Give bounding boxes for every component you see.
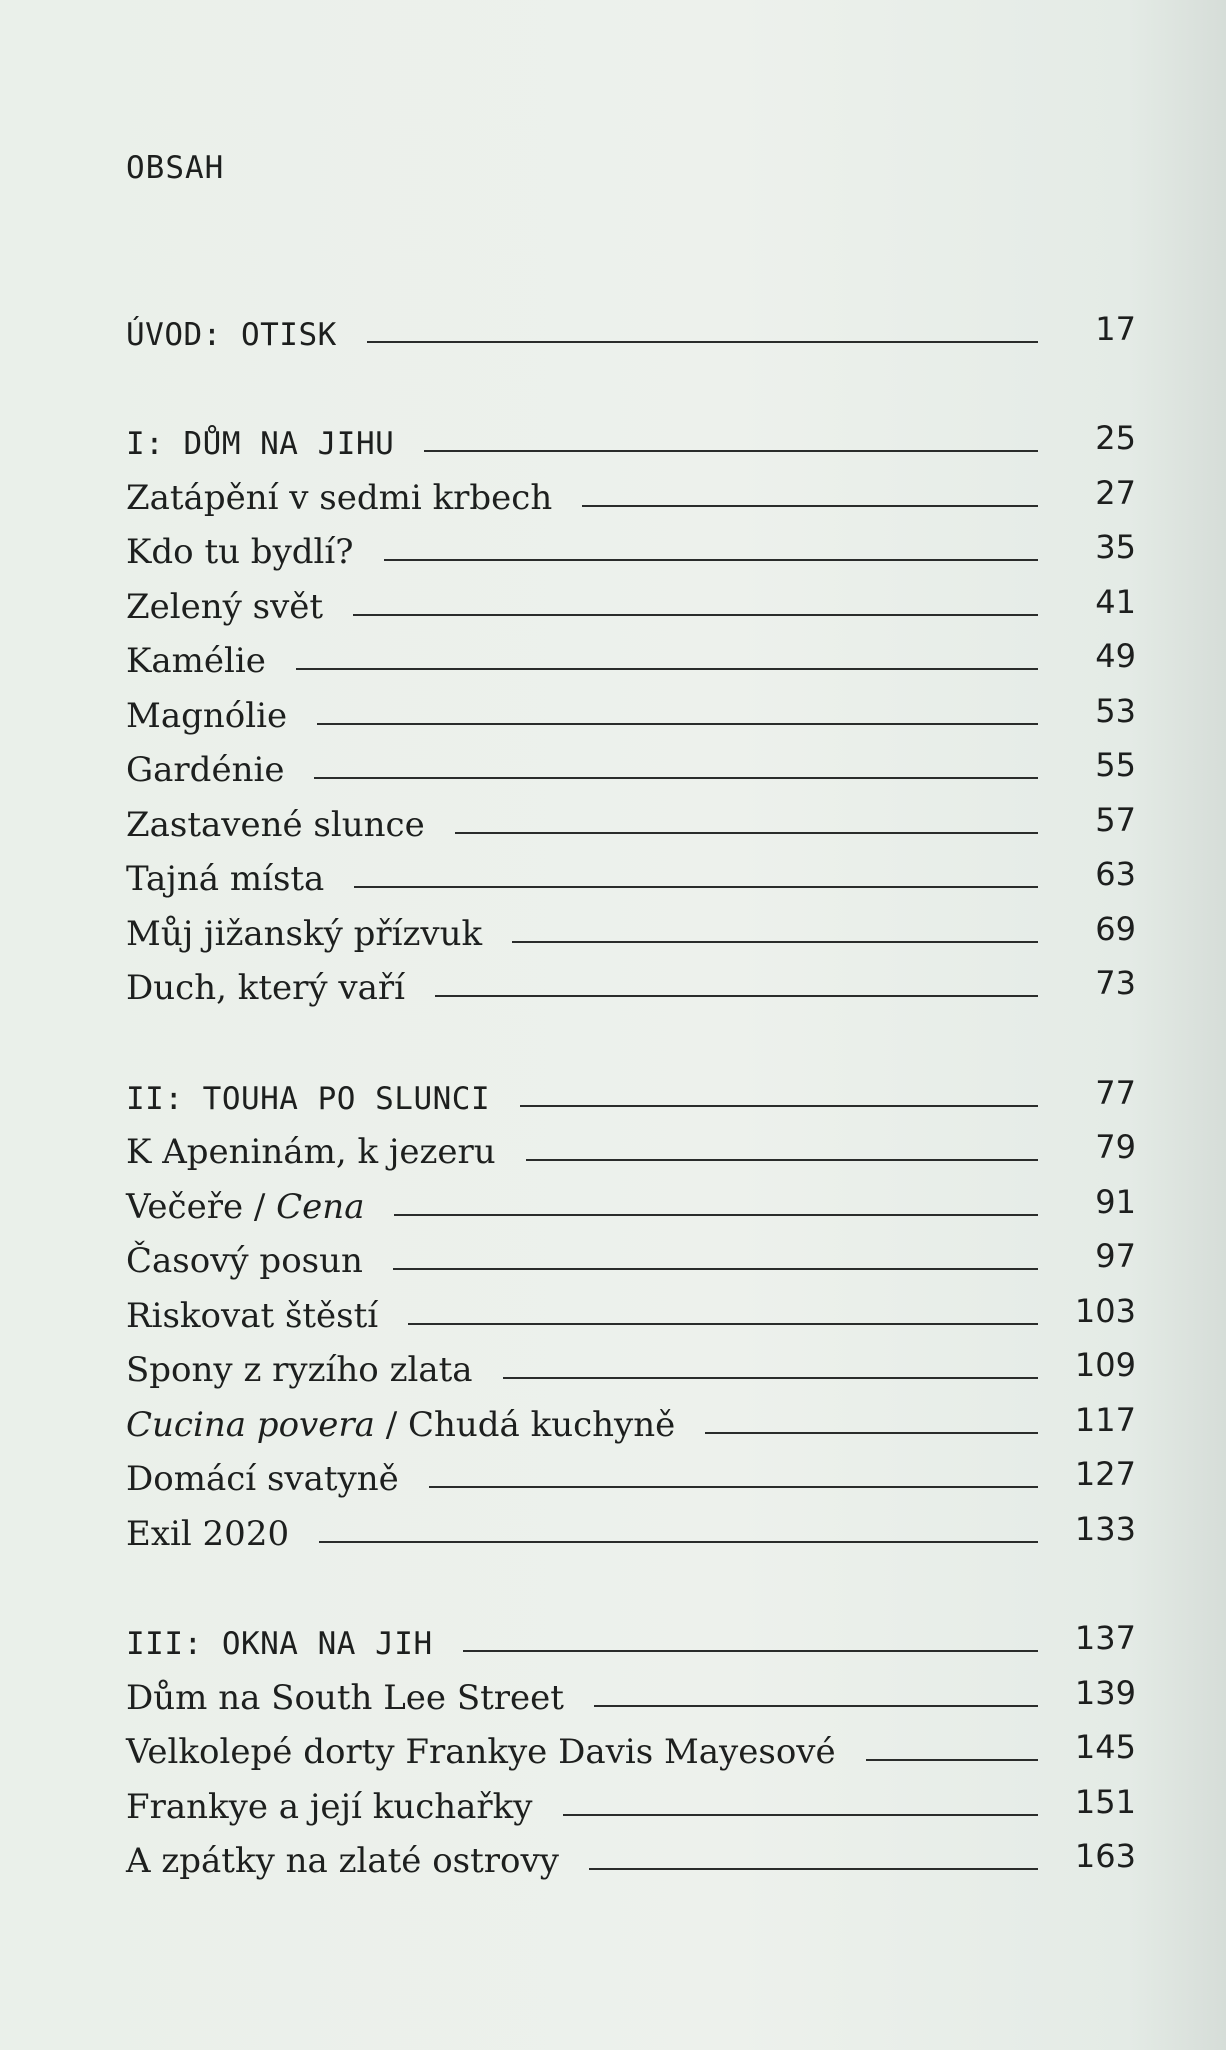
entry-title	[126, 1080, 491, 1117]
leader-line	[354, 886, 1038, 888]
entry-title	[126, 1786, 533, 1827]
entry-title-text: I: DŮM NA JIHU	[126, 426, 395, 462]
toc-entry	[126, 789, 1136, 844]
toc-entry	[126, 571, 1136, 626]
entry-title	[126, 1513, 290, 1554]
toc-part-entry	[126, 408, 1136, 463]
entry-title	[126, 1241, 363, 1281]
entry-title-text: Zastavené slunce	[126, 804, 425, 845]
entry-title	[126, 532, 354, 572]
entry-title-italic: Cucina povera	[126, 1404, 375, 1445]
leader-line	[408, 1323, 1038, 1325]
toc-entry	[126, 462, 1136, 517]
leader-line	[463, 1650, 1038, 1652]
entry-title-text: Magnólie	[126, 695, 288, 736]
page-number: 55	[1095, 746, 1136, 784]
entry-title-text: Tajná místa	[126, 859, 325, 899]
entry-title-text: Kamélie	[126, 641, 266, 681]
entry-title-text: III: OKNA NA JIH	[126, 1626, 433, 1662]
entry-title	[126, 1732, 836, 1772]
page-number: 97	[1095, 1237, 1136, 1275]
entry-title	[126, 1459, 399, 1499]
entry-title-text: Zatápění v sedmi krbech	[126, 477, 553, 518]
entry-title	[126, 1841, 559, 1881]
table-of-contents	[126, 298, 1136, 1880]
leader-line	[394, 1214, 1038, 1216]
entry-title	[126, 1132, 496, 1172]
page-number: 139	[1074, 1673, 1136, 1712]
entry-title	[126, 1186, 365, 1227]
page-number: 17	[1095, 309, 1136, 348]
leader-line	[393, 1268, 1038, 1270]
leader-line	[367, 341, 1038, 343]
entry-title-text: Spony z ryzího zlata	[126, 1350, 473, 1390]
page-number: 91	[1095, 1182, 1136, 1221]
entry-title-text: Gardénie	[126, 750, 285, 790]
toc-entry	[126, 626, 1136, 681]
entry-title	[126, 586, 324, 627]
entry-title-text: Dům na South Lee Street	[126, 1677, 564, 1718]
entry-title-text: Riskovat štěstí	[126, 1295, 379, 1336]
page-number: 25	[1095, 419, 1136, 457]
leader-line	[563, 1814, 1039, 1816]
toc-part-entry	[126, 1062, 1136, 1117]
page-number: 57	[1095, 800, 1136, 839]
entry-title-text: A zpátky na zlaté ostrovy	[126, 1841, 559, 1881]
page-number: 27	[1095, 473, 1136, 512]
toc-entry	[126, 898, 1136, 953]
entry-title-text: / Chudá kuchyně	[374, 1404, 676, 1445]
toc-entry	[126, 1226, 1136, 1281]
toc-entry	[126, 1826, 1136, 1881]
entry-title	[126, 750, 285, 790]
toc-entry	[126, 1771, 1136, 1826]
leader-line	[866, 1759, 1038, 1761]
page-number: 79	[1095, 1128, 1136, 1166]
leader-line	[582, 505, 1038, 507]
toc-entry	[126, 1280, 1136, 1335]
entry-title	[126, 426, 395, 462]
entry-title	[126, 316, 337, 353]
entry-title-text: Večeře /	[126, 1186, 277, 1227]
entry-title	[126, 1350, 473, 1390]
entry-title	[126, 641, 266, 681]
toc-section	[126, 1608, 1136, 1881]
leader-line	[594, 1705, 1038, 1707]
entry-title	[126, 913, 483, 954]
entry-title	[126, 477, 553, 518]
entry-title	[126, 695, 288, 736]
page-number: 109	[1074, 1346, 1136, 1384]
toc-entry	[126, 517, 1136, 572]
leader-line	[589, 1868, 1038, 1870]
entry-title-text: Kdo tu bydlí?	[126, 532, 354, 572]
leader-line	[503, 1377, 1038, 1379]
entry-title-text: Velkolepé dorty Frankye Davis Mayesové	[126, 1732, 836, 1772]
toc-entry	[126, 1444, 1136, 1499]
entry-title-text: Časový posun	[126, 1241, 363, 1281]
entry-title	[126, 1677, 564, 1718]
entry-title	[126, 1295, 379, 1336]
page-number: 117	[1074, 1400, 1136, 1439]
page-number: 151	[1074, 1782, 1136, 1821]
entry-title-text: Exil 2020	[126, 1513, 290, 1554]
toc-entry	[126, 735, 1136, 790]
entry-title-text: Duch, který vaří	[126, 968, 405, 1008]
page-number: 145	[1074, 1728, 1136, 1766]
leader-line	[296, 668, 1038, 670]
toc-entry	[126, 1335, 1136, 1390]
toc-entry	[126, 1498, 1136, 1553]
entry-title-italic: Cena	[276, 1186, 365, 1227]
leader-line	[314, 777, 1038, 779]
toc-section	[126, 298, 1136, 353]
leader-line	[317, 723, 1038, 725]
leader-line	[435, 995, 1038, 997]
page-number: 103	[1074, 1291, 1136, 1330]
toc-entry	[126, 1171, 1136, 1226]
page-number: 127	[1074, 1455, 1136, 1493]
toc-section	[126, 1062, 1136, 1553]
entry-title	[126, 804, 425, 845]
page-number: 133	[1074, 1509, 1136, 1548]
toc-section	[126, 408, 1136, 1008]
leader-line	[455, 832, 1038, 834]
entry-title	[126, 859, 325, 899]
entry-title	[126, 1626, 433, 1662]
toc-entry	[126, 680, 1136, 735]
leader-line	[353, 614, 1038, 616]
leader-line	[705, 1432, 1038, 1434]
toc-part-entry	[126, 1608, 1136, 1663]
contents-heading: OBSAH	[126, 150, 225, 186]
page-number: 69	[1095, 909, 1136, 948]
entry-title-text: II: TOUHA PO SLUNCI	[126, 1080, 491, 1117]
page-number: 137	[1074, 1619, 1136, 1657]
toc-entry	[126, 1717, 1136, 1772]
leader-line	[384, 559, 1038, 561]
toc-entry	[126, 844, 1136, 899]
leader-line	[526, 1159, 1038, 1161]
toc-entry	[126, 1662, 1136, 1717]
leader-line	[429, 1486, 1038, 1488]
page-number: 163	[1074, 1837, 1136, 1875]
page-number: 77	[1095, 1073, 1136, 1112]
page-number: 49	[1095, 637, 1136, 675]
toc-entry	[126, 1117, 1136, 1172]
entry-title-text: K Apeninám, k jezeru	[126, 1132, 496, 1172]
leader-line	[520, 1105, 1038, 1107]
entry-title-text: Domácí svatyně	[126, 1459, 399, 1499]
page-number: 63	[1095, 855, 1136, 893]
page-number: 35	[1095, 528, 1136, 566]
leader-line	[319, 1541, 1038, 1543]
toc-part-entry	[126, 298, 1136, 353]
page-number: 41	[1095, 582, 1136, 621]
entry-title-text: Zelený svět	[126, 586, 324, 627]
entry-title	[126, 1404, 676, 1445]
toc-entry	[126, 1389, 1136, 1444]
entry-title-text: ÚVOD: OTISK	[126, 316, 337, 353]
toc-entry	[126, 953, 1136, 1008]
entry-title-text: Frankye a její kuchařky	[126, 1786, 533, 1827]
entry-title	[126, 968, 405, 1008]
leader-line	[512, 941, 1038, 943]
page-number: 73	[1095, 964, 1136, 1002]
page-number: 53	[1095, 691, 1136, 730]
leader-line	[424, 450, 1038, 452]
entry-title-text: Můj jižanský přízvuk	[126, 913, 483, 954]
